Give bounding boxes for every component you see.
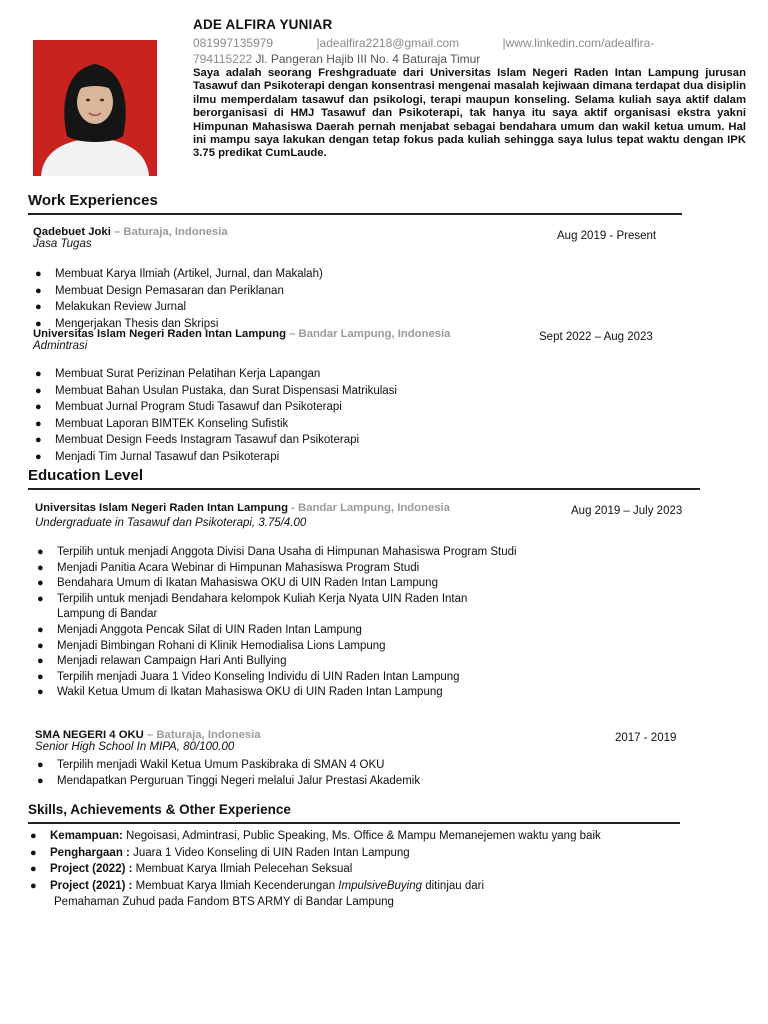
degree: Senior High School In MIPA, 80/100.00 [35, 741, 235, 753]
school-name [35, 729, 700, 741]
education-activities-list [35, 758, 655, 789]
list-item: ● Membuat Surat Perizinan Pelatihan Kerja Lapangan [35, 368, 321, 380]
job-entry [33, 328, 683, 352]
list-item: ● Mengerjakan Thesis dan Skripsi [35, 317, 219, 330]
job-location: – Bandar Lampung, Indonesia [289, 328, 451, 340]
education-entry [35, 502, 700, 529]
section-divider [28, 822, 680, 824]
candidate-name: ADE ALFIRA YUNIAR [193, 17, 333, 32]
contact-info [193, 35, 733, 67]
job-date: Sept 2022 – Aug 2023 [539, 331, 653, 343]
list-item: ● Menjadi Bimbingan Rohani di Klinik Hemodialisa Lions Lampung [37, 639, 386, 652]
list-item: ● Project (2022) : Membuat Karya Ilmiah Pelecehan Seksual [30, 863, 353, 876]
org-name: Universitas Islam Negeri Raden Intan Lampung [35, 502, 288, 514]
education-section-title: Education Level [28, 467, 144, 484]
list-item: ● Terpilih menjadi Wakil Ketua Umum Paskibraka di SMAN 4 OKU [37, 759, 385, 771]
work-section-title: Work Experiences [28, 192, 158, 209]
list-item: ● Penghargaan : Juara 1 Video Konseling di UIN Raden Intan Lampung [30, 846, 410, 859]
org-name: SMA NEGERI 4 OKU [35, 729, 144, 741]
education-activities-list [35, 545, 565, 701]
list-item: ● Membuat Jurnal Program Studi Tasawuf dan Psikoterapi [35, 401, 342, 414]
list-item: ● Bendahara Umum di Ikatan Mahasiswa OKU di UIN Raden Intan Lampung [37, 577, 438, 590]
degree: Undergraduate in Tasawuf dan Psikoterapi, 3.75/4.00 [35, 517, 307, 529]
person-photo-icon [33, 40, 157, 176]
profile-photo [33, 40, 157, 176]
address: Jl. Pangeran Hajib III No. 4 Baturaja Timur [255, 52, 481, 66]
org-name: Universitas Islam Negeri Raden Intan Lampung [33, 328, 286, 340]
list-item: ● Melakukan Review Jurnal [35, 301, 187, 314]
list-item: ● Menjadi Tim Jurnal Tasawuf dan Psikoterapi [35, 450, 280, 463]
list-item: ● Menjadi Anggota Pencak Silat di UIN Raden Intan Lampung [37, 623, 362, 636]
education-date: 2017 - 2019 [615, 732, 677, 744]
section-divider [28, 488, 700, 490]
job-location: – Baturaja, Indonesia [113, 226, 228, 238]
org-name: Qadebuet Joki [33, 226, 111, 238]
list-item: ● Terpilih untuk menjadi Bendahara kelompok Kuliah Kerja Nyata UIN Raden Intan Lampung di Bandar [37, 592, 468, 621]
linkedin-link-cont[interactable]: 794115222 [193, 52, 253, 66]
list-item: ● Terpilih untuk menjadi Anggota Divisi Dana Usaha di Himpunan Mahasiswa Program Studi [37, 546, 517, 558]
job-duties-list [33, 366, 683, 466]
school-location: – Baturaja, Indonesia [146, 729, 261, 741]
list-item: ● Terpilih menjadi Juara 1 Video Konseling Individu di UIN Raden Intan Lampung [37, 670, 460, 683]
list-item: ● Menjadi relawan Campaign Hari Anti Bullying [37, 655, 287, 668]
profile-summary: Saya adalah seorang Freshgraduate dari Universitas Islam Negeri Raden Intan Lampung jurusan Tasawuf dan Psikoterapi dengan konsentrasi mengenai masalah kejiwaan dimana terdapat dua disiplin ilmu memperdalam tasawuf dan psikologi, terapi maupun konseling. Selama kuliah saya aktif dalam berorganisasi di HMJ Tasawuf dan Psikoterapi, tak hanya itu saya aktif organisasi ekstra yakni Himpunan Mahasiswa Daerah pernah menjabat sebagai bendahara umum dan wakil ketua umum. Hal ini mampu saya lakukan dengan tetap fokus pada kuliah sehingga saya lulus tepat waktu dengan IPK 3.75 predikat CumLaude. [193, 67, 746, 160]
list-item: ● Wakil Ketua Umum di Ikatan Mahasiswa OKU di UIN Raden Intan Lampung [37, 686, 443, 699]
list-item: ● Kemampuan: Negoisasi, Admintrasi, Public Speaking, Ms. Office & Mampu Memanejemen waktu yang baik [30, 830, 601, 842]
job-duties-list [33, 266, 683, 332]
linkedin-link[interactable]: |www.linkedin.com/adealfira- [502, 36, 655, 50]
list-item: ● Menjadi Panitia Acara Webinar di Himpunan Mahasiswa Program Studi [37, 561, 420, 574]
email-link[interactable]: |adealfira2218@gmail.com [316, 36, 460, 50]
list-item: ● Membuat Design Pemasaran dan Periklanan [35, 284, 284, 297]
list-item: ● Project (2021) : Membuat Karya Ilmiah Kecenderungan ImpulsiveBuying ditinjau dari Pemahaman Zuhud pada Fandom BTS ARMY di Bandar Lampung [30, 879, 485, 909]
skills-list [28, 828, 728, 911]
list-item: ● Membuat Bahan Usulan Pustaka, dan Surat Dispensasi Matrikulasi [35, 384, 397, 397]
section-divider [28, 213, 682, 215]
education-entry [35, 729, 700, 753]
phone-number[interactable]: 081997135979 [193, 36, 274, 50]
school-location: - Bandar Lampung, Indonesia [291, 502, 450, 514]
job-date: Aug 2019 - Present [557, 230, 657, 242]
list-item: ● Membuat Design Feeds Instagram Tasawuf dan Psikoterapi [35, 434, 360, 447]
list-item: ● Membuat Laporan BIMTEK Konseling Sufistik [35, 417, 289, 430]
job-entry [33, 226, 683, 250]
education-date: Aug 2019 – July 2023 [571, 505, 683, 517]
list-item: ● Mendapatkan Perguruan Tinggi Negeri melalui Jalur Prestasi Akademik [37, 774, 421, 787]
job-role: Admintrasi [33, 340, 88, 352]
skills-section-title: Skills, Achievements & Other Experience [28, 802, 291, 817]
job-role: Jasa Tugas [33, 238, 92, 250]
list-item: ● Membuat Karya Ilmiah (Artikel, Jurnal, dan Makalah) [35, 268, 323, 280]
